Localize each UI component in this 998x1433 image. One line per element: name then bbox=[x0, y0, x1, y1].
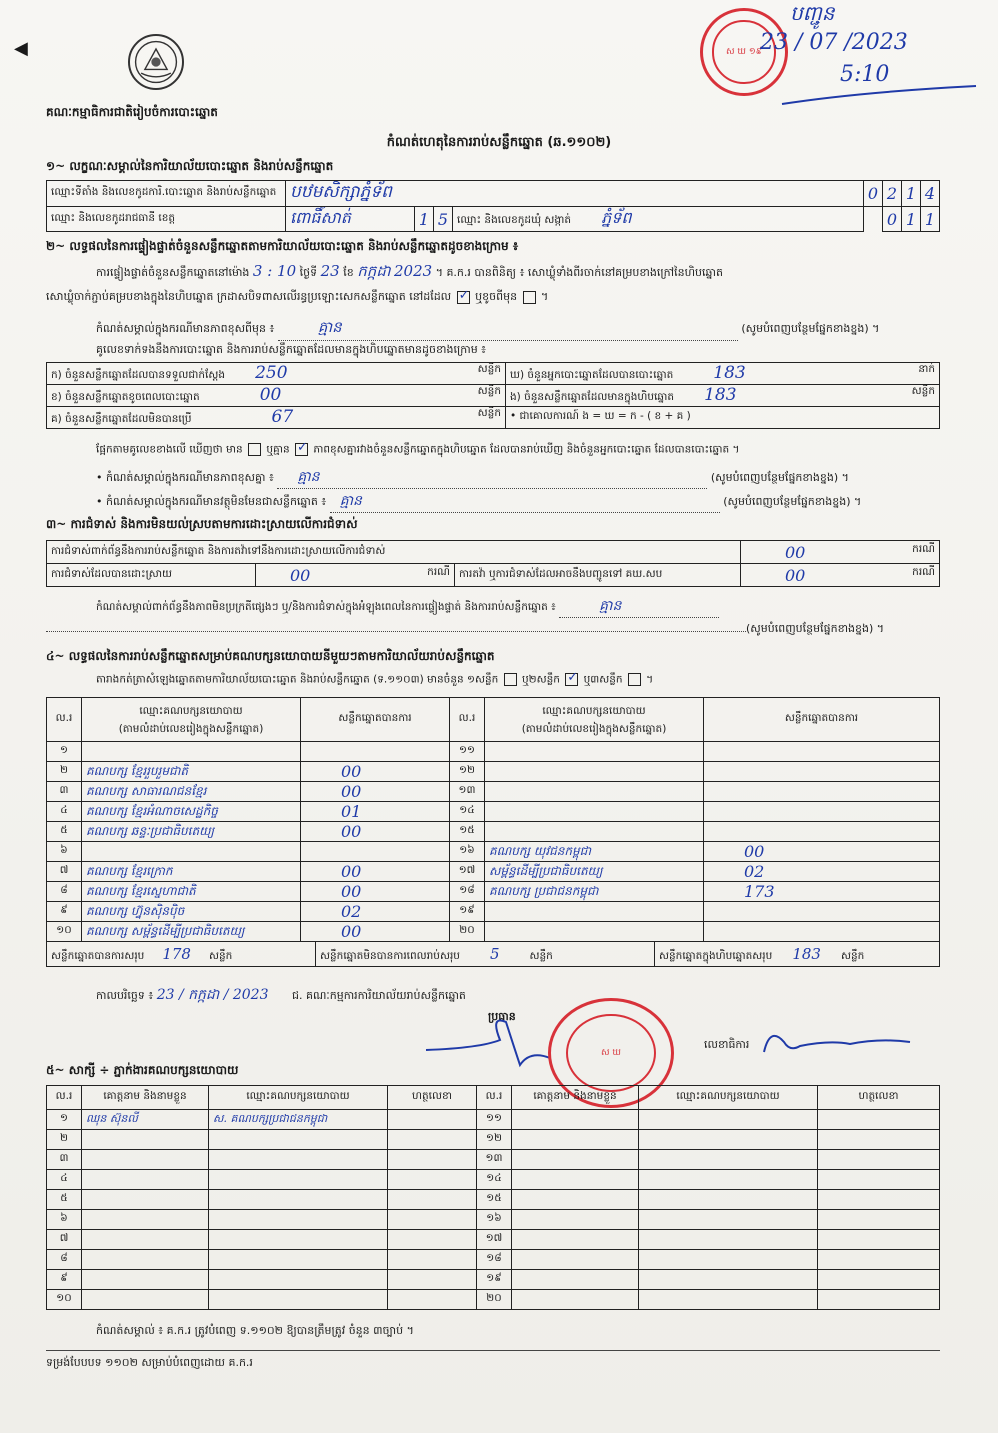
vote-count: 02 bbox=[704, 862, 940, 882]
one-sheet-checkbox[interactable] bbox=[504, 673, 517, 686]
row-number: ១៦ bbox=[450, 842, 485, 862]
party-name bbox=[82, 742, 301, 762]
row-number: ៩ bbox=[47, 1270, 82, 1290]
witness-party bbox=[209, 1270, 388, 1290]
corner-mark: ◀ bbox=[14, 38, 28, 59]
row-number: ៧ bbox=[47, 862, 82, 882]
table-row bbox=[47, 1110, 940, 1130]
vote-count bbox=[301, 742, 450, 762]
party-results-table: ល.រ ឈ្មោះគណបក្សនយោបាយ (តាមលំដាប់លេខរៀងក្នុងសន្លឹកឆ្នោត) សន្លឹកឆ្នោតបានការ ល.រ ឈ្មោះគណបក្សនយោបាយ (តាមលំដាប់លេខរៀងក្នុងសន្លឹកឆ្នោត) សន្លឹកឆ្នោតបានការ ១ ១១ ២ គណបក្ស ខ្មែររួបរួមជាតិ 00 ១២ ៣ គណបក្ស សាធារណជនខ្មែរ 00 ១៣ ៤ គណបក្ស ខ្មែរអំណាចសេដ្ឋកិច្ច 01 ១៤ ៥ គណបក្ស ឆន្ទៈប្រជាធិបតេយ្យ 00 ១៥ ៦ ១៦ គណបក្ស យុវជនកម្ពុជា 00 ៧ គណបក្ស ខ្មែរក្រោក 00 ១៧ សម្ព័ន្ធដើម្បីប្រជាធិបតេយ្យ 02 ៨ គណបក្ស ខ្មែរស្នេហាជាតិ 00 ១៨ គណបក្ស ប្រជាជនកម្ពុជា 173 ៩ គណបក្ស ហ្វ៊ុនស៊ិនប៉ិច 02 ១៩ ១០ គណបក្ស សម្ព័ន្ធដើម្បីប្រជាធិបតេយ្យ 00 ២០ សន្លឹកឆ្នោតបានការសរុប 178 សន្លឹក សន្លឹកឆ្នោតមិនបានការពេលរាប់សរុប 5 សន្លឹក សន្លឹកឆ្នោតក្នុងហិបឆ្នោតសរុប 183 សន្លឹក bbox=[46, 697, 940, 967]
witness-signature bbox=[818, 1130, 940, 1150]
witness-party bbox=[639, 1190, 818, 1210]
row-number: ១៤ bbox=[450, 802, 485, 822]
witness-signature bbox=[388, 1130, 477, 1150]
two-sheet-checkbox[interactable] bbox=[565, 673, 578, 686]
section1-table bbox=[46, 180, 940, 232]
party-name: គណបក្ស ហ្វ៊ុនស៊ិនប៉ិច bbox=[82, 902, 301, 922]
party-name bbox=[485, 922, 704, 942]
witness-name bbox=[512, 1230, 639, 1250]
witness-party bbox=[639, 1290, 818, 1310]
row-number: ១ bbox=[47, 742, 82, 762]
row-number: ៦ bbox=[47, 842, 82, 862]
vote-count bbox=[704, 902, 940, 922]
row-number: ២ bbox=[47, 1130, 82, 1150]
witness-name bbox=[512, 1130, 639, 1150]
table-row bbox=[47, 902, 940, 922]
vote-count: 00 bbox=[301, 762, 450, 782]
party-name: គណបក្ស យុវជនកម្ពុជា bbox=[485, 842, 704, 862]
irregularity-hint: (សូមបំពេញបន្ថែមផ្នែកខាងខ្នង) ។ bbox=[46, 622, 884, 638]
row-number: ១៤ bbox=[477, 1170, 512, 1190]
objection-label: ការជំទាស់ពាក់ព័ន្ធនឹងការរាប់សន្លឹកឆ្នោត និងការតវ៉ាទៅនឹងការដោះស្រាយលើការជំទាស់ bbox=[47, 541, 741, 564]
party-name: គណបក្ស ខ្មែរស្នេហាជាតិ bbox=[82, 882, 301, 902]
witness-signature bbox=[818, 1110, 940, 1130]
national-emblem-icon bbox=[128, 34, 184, 90]
table-row bbox=[47, 762, 940, 782]
witness-party bbox=[639, 1230, 818, 1250]
witness-party bbox=[639, 1210, 818, 1230]
figures-intro: គូលេខទាក់ទងនឹងការបោះឆ្នោត និងការរាប់សន្លឹកឆ្នោតដែលមានក្នុងហិបឆ្នោតមានដូចខាងក្រោម ៖ bbox=[96, 343, 487, 356]
witness-name bbox=[512, 1190, 639, 1210]
forwarded-label: ការតវ៉ា ឬការជំទាស់ដែលអាចនឹងបញ្ជូនទៅ គឃ.សប bbox=[455, 564, 741, 587]
witness-party bbox=[639, 1250, 818, 1270]
footer-divider bbox=[46, 1350, 940, 1351]
row-number: ៦ bbox=[47, 1210, 82, 1230]
witness-party bbox=[639, 1150, 818, 1170]
witness-name bbox=[512, 1150, 639, 1170]
row-number: ១៨ bbox=[477, 1250, 512, 1270]
witness-signature bbox=[388, 1270, 477, 1290]
vote-count: 02 bbox=[301, 902, 450, 922]
objection-value: 00 ករណី bbox=[741, 541, 940, 564]
section3-heading: ៣~ ការជំទាស់ និងការមិនយល់ស្របតាមការដោះស្រាយលើការជំទាស់ bbox=[46, 517, 358, 531]
party-name: គណបក្ស ខ្មែរក្រោក bbox=[82, 862, 301, 882]
official-stamp: ស ឃ ១៩ bbox=[700, 8, 788, 96]
row-number: ១៩ bbox=[450, 902, 485, 922]
irregularity-note: កំណត់សម្គាល់ពាក់ព័ន្ធនឹងភាពមិនប្រក្រតីផ្សេងៗ ឬ/និងការជំទាស់ក្នុងអំឡុងពេលនៃការផ្ទៀងផ្ទាត់ និងការរាប់សន្លឹកឆ្នោត ៖ គ្មាន bbox=[96, 596, 719, 618]
province-code-2: 5 bbox=[434, 207, 453, 232]
witness-name bbox=[82, 1170, 209, 1190]
received-row: ក) ចំនួនសន្លឹកឆ្នោតដែលបានទទួលជាក់ស្តែង 250 សន្លឹក bbox=[47, 363, 506, 385]
party-name: គណបក្ស ខ្មែររួបរួមជាតិ bbox=[82, 762, 301, 782]
form-name: ទម្រង់បែបបទ ១១០២ សម្រាប់បំពេញដោយ គ.ក.រ bbox=[46, 1356, 253, 1369]
row-number: ១៥ bbox=[477, 1190, 512, 1210]
province-label: ឈ្មោះ និងលេខកូដរាជធានី ខេត្ត bbox=[47, 207, 286, 232]
row-number: ១៩ bbox=[477, 1270, 512, 1290]
location-code-3: 1 bbox=[902, 181, 921, 207]
party-name bbox=[485, 782, 704, 802]
row-number: ១៣ bbox=[477, 1150, 512, 1170]
section4-heading: ៤~ លទ្ធផលនៃការរាប់សន្លឹកឆ្នោតសម្រាប់គណបក្សនយោបាយនីមួយៗតាមការិយាល័យរាប់សន្លឹកឆ្នោត bbox=[46, 649, 495, 663]
vote-count: 00 bbox=[301, 922, 450, 942]
witness-signature bbox=[388, 1250, 477, 1270]
witness-party bbox=[209, 1130, 388, 1150]
objections-table bbox=[46, 540, 940, 587]
table-row bbox=[47, 842, 940, 862]
commune-code-3: 1 bbox=[921, 207, 940, 232]
witness-signature bbox=[388, 1190, 477, 1210]
chair-signature bbox=[420, 1010, 560, 1070]
table-row bbox=[47, 1150, 940, 1170]
party-name: គណបក្ស សាធារណជនខ្មែរ bbox=[82, 782, 301, 802]
witness-signature bbox=[388, 1110, 477, 1130]
witness-signature bbox=[818, 1290, 940, 1310]
footer-note: កំណត់សម្គាល់ ៖ គ.ក.រ ត្រូវបំពេញ ទ.១១០២ ឱ្យបានត្រឹមត្រូវ ចំនួន ៣ច្បាប់ ។ bbox=[96, 1324, 414, 1337]
section5-heading: ៥~ សាក្សី ÷ ភ្នាក់ងារគណបក្សនយោបាយ bbox=[46, 1063, 239, 1077]
vote-count: 00 bbox=[301, 822, 450, 842]
witness-name bbox=[512, 1290, 639, 1310]
three-sheet-checkbox[interactable] bbox=[628, 673, 641, 686]
has-difference-checkbox[interactable] bbox=[248, 443, 261, 456]
table-row bbox=[47, 1190, 940, 1210]
table-row bbox=[47, 742, 940, 762]
witness-signature bbox=[818, 1190, 940, 1210]
col-party-header: ឈ្មោះគណបក្សនយោបាយ (តាមលំដាប់លេខរៀងក្នុងសន្លឹកឆ្នោត) bbox=[82, 698, 301, 742]
witness-signature bbox=[388, 1150, 477, 1170]
witness-name bbox=[512, 1250, 639, 1270]
commune-label: ឈ្មោះ និងលេខកូដឃុំ សង្កាត់ ភ្នំទ័ព bbox=[453, 207, 864, 232]
no-difference-checkbox[interactable] bbox=[295, 443, 308, 456]
location-code-2: 2 bbox=[883, 181, 902, 207]
row-number: ៩ bbox=[47, 902, 82, 922]
row-number: ២០ bbox=[450, 922, 485, 942]
party-name: គណបក្ស សម្ព័ន្ធដើម្បីប្រជាធិបតេយ្យ bbox=[82, 922, 301, 942]
witness-name bbox=[512, 1110, 639, 1130]
witness-name bbox=[82, 1250, 209, 1270]
witness-party bbox=[639, 1170, 818, 1190]
vote-count: 00 bbox=[704, 842, 940, 862]
row-number: ១៦ bbox=[477, 1210, 512, 1230]
province-code-1: 1 bbox=[415, 207, 434, 232]
committee-stamp: ស ឃ bbox=[548, 998, 674, 1108]
commune-code-1: 0 bbox=[883, 207, 902, 232]
row-number: ៤ bbox=[47, 1170, 82, 1190]
row-number: ៣ bbox=[47, 1150, 82, 1170]
location-code-4: 4 bbox=[921, 181, 940, 207]
annotation-stroke bbox=[780, 82, 980, 112]
table-row bbox=[47, 1170, 940, 1190]
witness-party bbox=[209, 1230, 388, 1250]
table-row bbox=[47, 862, 940, 882]
row-number: ២ bbox=[47, 762, 82, 782]
witness-party bbox=[209, 1210, 388, 1230]
witness-party bbox=[639, 1130, 818, 1150]
annotation-date: 23 / 07 /2023 bbox=[760, 30, 908, 55]
party-name bbox=[485, 802, 704, 822]
table-row bbox=[47, 1210, 940, 1230]
changed-checkbox[interactable] bbox=[523, 291, 536, 304]
witness-name: ឈុន ស៊ុនលី bbox=[82, 1110, 209, 1130]
witness-name bbox=[82, 1210, 209, 1230]
vote-count: 00 bbox=[301, 882, 450, 902]
chair-label: ប្រធាន bbox=[488, 1010, 516, 1023]
witness-name bbox=[82, 1270, 209, 1290]
party-name: គណបក្ស ខ្មែរអំណាចសេដ្ឋកិច្ច bbox=[82, 802, 301, 822]
formula-row: • ជាគោលការណ៍ ង = ឃ = ក - ( ខ + គ ) bbox=[506, 407, 940, 429]
vote-count bbox=[704, 822, 940, 842]
witness-signature bbox=[818, 1170, 940, 1190]
party-name bbox=[485, 902, 704, 922]
resolved-value: 00 ករណី bbox=[256, 564, 455, 587]
party-name: គណបក្ស ប្រជាជនកម្ពុជា bbox=[485, 882, 704, 902]
witness-name bbox=[512, 1170, 639, 1190]
figures-table bbox=[46, 362, 940, 429]
vote-count bbox=[704, 922, 940, 942]
row-number: ១៥ bbox=[450, 822, 485, 842]
witness-signature bbox=[818, 1150, 940, 1170]
table-row bbox=[47, 1270, 940, 1290]
table-row bbox=[47, 802, 940, 822]
organization-name: គណៈកម្មាធិការជាតិរៀបចំការបោះឆ្នោត bbox=[46, 105, 218, 119]
witness-name bbox=[512, 1270, 639, 1290]
table-row bbox=[47, 782, 940, 802]
row-number: ១៣ bbox=[450, 782, 485, 802]
diff-note: • កំណត់សម្គាល់ក្នុងករណីមានភាពខុសគ្នា ៖ គ្មាន (សូមបំពេញបន្ថែមផ្នែកខាងខ្នង) ។ bbox=[96, 467, 849, 489]
vote-count bbox=[704, 802, 940, 822]
witness-signature bbox=[388, 1210, 477, 1230]
witness-party bbox=[209, 1170, 388, 1190]
row-number: ១ bbox=[47, 1110, 82, 1130]
witness-name bbox=[82, 1290, 209, 1310]
witness-name bbox=[82, 1230, 209, 1250]
location-label: ឈ្មោះទីតាំង និងលេខកូដការិ.បោះឆ្នោត និងរាប់សន្លឹកឆ្នោត bbox=[47, 181, 286, 207]
annotation-line1: បញ្ជូន bbox=[790, 1, 835, 25]
table-row bbox=[47, 922, 940, 942]
witness-name bbox=[82, 1190, 209, 1210]
row-number: ៨ bbox=[47, 1250, 82, 1270]
tally-sheet-count: តារាងកត់ត្រាសំឡេងឆ្នោតតាមការិយាល័យបោះឆ្នោត និងរាប់សន្លឹកឆ្នោត (ទ.១១០៣) មានចំនួន ១សន្លឹក ឬ២សន្លឹក ✓ ឬ៣សន្លឹក ។ bbox=[96, 673, 653, 689]
row-number: ៤ bbox=[47, 802, 82, 822]
witness-signature bbox=[388, 1230, 477, 1250]
table-row bbox=[47, 882, 940, 902]
witness-party bbox=[639, 1270, 818, 1290]
verification-line2: សោឃ្លុំចាក់ភ្ជាប់គម្របខាងក្នុងនៃហិបឆ្នោត ក្រដាសបិទពាសលើរន្ធប្រឡោះសេកសន្លឹកឆ្នោត នៅដដែល ✓ ឬខូចពីមុន ។ bbox=[46, 290, 548, 306]
unused-row: គ) ចំនួនសន្លឹកឆ្នោតដែលមិនបានប្រើ 67 សន្លឹក bbox=[47, 407, 506, 429]
witness-name bbox=[512, 1210, 639, 1230]
comparison-line: ផ្អែកតាមគូលេខខាងលើ ឃើញថា មាន ឬគ្មាន ✓ ភាពខុសគ្នារវាងចំនួនសន្លឹកឆ្នោតក្នុងហិបឆ្នោត ដែលបានរាប់ឃើញ និងចំនួនអ្នកបោះឆ្នោត ដែលបានបោះឆ្នោត ។ bbox=[96, 443, 739, 459]
row-number: ១៧ bbox=[450, 862, 485, 882]
forwarded-value: 00 ករណី bbox=[741, 564, 940, 587]
vote-count bbox=[704, 742, 940, 762]
party-name: គណបក្ស ឆន្ទៈប្រជាធិបតេយ្យ bbox=[82, 822, 301, 842]
location-value: បឋមសិក្សាភ្នំទ័ព bbox=[286, 181, 864, 207]
row-number: ៣ bbox=[47, 782, 82, 802]
party-name bbox=[485, 742, 704, 762]
row-number: ១១ bbox=[450, 742, 485, 762]
witness-party bbox=[209, 1190, 388, 1210]
witness-signature bbox=[818, 1210, 940, 1230]
vote-count: 00 bbox=[301, 862, 450, 882]
witness-party bbox=[209, 1250, 388, 1270]
province-value: ពោធិ៍សាត់ bbox=[286, 207, 415, 232]
witness-table: ល.រ គោត្តនាម និងនាមខ្លួន ឈ្មោះគណបក្សនយោបាយ ហត្ថលេខា ល.រ គោត្តនាម និងនាមខ្លួន ឈ្មោះគណបក្សនយោបាយ ហត្ថលេខា ១ ឈុន ស៊ុនលី ស. គណបក្សប្រជាជនកម្ពុជា ១១ ២ ១២ ៣ ១៣ ៤ ១៤ ៥ ១៥ ៦ ១៦ ៧ ១៧ ៨ ១៨ ៩ ១៩ ១០ ២០ bbox=[46, 1085, 940, 1310]
signing-date: កាលបរិច្ឆេទ ៖ 23 / កក្កដា / 2023 ជ. គណៈកម្មការការិយាល័យរាប់សន្លឹកឆ្នោត bbox=[96, 987, 466, 1003]
vote-count: 173 bbox=[704, 882, 940, 902]
row-number: ៥ bbox=[47, 822, 82, 842]
table-row bbox=[47, 1250, 940, 1270]
row-number: ១៧ bbox=[477, 1230, 512, 1250]
vote-count: 00 bbox=[301, 782, 450, 802]
form-title: កំណត់ហេតុនៃការរាប់សន្លឹកឆ្នោត (ឆ.១១០២) bbox=[386, 135, 612, 150]
row-number: ២០ bbox=[477, 1290, 512, 1310]
row-number: ១២ bbox=[450, 762, 485, 782]
witness-name bbox=[82, 1150, 209, 1170]
unchanged-checkbox[interactable] bbox=[457, 291, 470, 304]
party-name: សម្ព័ន្ធដើម្បីប្រជាធិបតេយ្យ bbox=[485, 862, 704, 882]
difference-note: កំណត់សម្គាល់ក្នុងករណីមានភាពខុសពីមុន ៖ គ្មាន (សូមបំពេញបន្ថែមផ្នែកខាងខ្នង) ។ bbox=[96, 318, 879, 341]
witness-signature bbox=[818, 1270, 940, 1290]
vote-count bbox=[704, 762, 940, 782]
row-number: ១២ bbox=[477, 1130, 512, 1150]
party-name bbox=[82, 842, 301, 862]
witness-party bbox=[209, 1150, 388, 1170]
row-number: ១៨ bbox=[450, 882, 485, 902]
party-name bbox=[485, 762, 704, 782]
vote-count bbox=[301, 842, 450, 862]
table-row bbox=[47, 822, 940, 842]
witness-party bbox=[639, 1110, 818, 1130]
invalid-note: • កំណត់សម្គាល់ក្នុងករណីមានវត្ថុមិនមែនជាសន្លឹកឆ្នោត ៖ គ្មាន (សូមបំពេញបន្ថែមផ្នែកខាងខ្នង) ។ bbox=[96, 491, 861, 513]
witness-name bbox=[82, 1130, 209, 1150]
section1-heading: ១~ លក្ខណៈសម្គាល់នៃការិយាល័យបោះឆ្នោត និងរាប់សន្លឹកឆ្នោត bbox=[46, 159, 334, 173]
witness-party bbox=[209, 1290, 388, 1310]
secretary-label: លេខាធិការ bbox=[704, 1038, 750, 1051]
row-number: ៥ bbox=[47, 1190, 82, 1210]
row-number: ១០ bbox=[47, 1290, 82, 1310]
witness-signature bbox=[388, 1290, 477, 1310]
witness-signature bbox=[818, 1250, 940, 1270]
location-code-1: 0 bbox=[864, 181, 883, 207]
ballots-in-box-row: ង) ចំនួនសន្លឹកឆ្នោតដែលមានក្នុងហិបឆ្នោត 183 សន្លឹក bbox=[506, 385, 940, 407]
table-row bbox=[47, 1230, 940, 1250]
row-number: ១១ bbox=[477, 1110, 512, 1130]
table-row bbox=[47, 1290, 940, 1310]
witness-signature bbox=[818, 1230, 940, 1250]
party-name bbox=[485, 822, 704, 842]
annotation-time: 5:10 bbox=[840, 62, 890, 87]
row-number: ៨ bbox=[47, 882, 82, 902]
resolved-label: ការជំទាស់ដែលបានដោះស្រាយ bbox=[47, 564, 256, 587]
section2-heading: ២~ លទ្ធផលនៃការផ្ទៀងផ្ទាត់ចំនួនសន្លឹកឆ្នោតតាមការិយាល័យបោះឆ្នោត និងរាប់សន្លឹកឆ្នោតដូចខាងក្រោម ៖ bbox=[46, 239, 519, 253]
secretary-signature bbox=[760, 1022, 920, 1062]
row-number: ១០ bbox=[47, 922, 82, 942]
commune-code-2: 1 bbox=[902, 207, 921, 232]
voters-row: ឃ) ចំនួនអ្នកបោះឆ្នោតដែលបានបោះឆ្នោត 183 នាក់ bbox=[506, 363, 940, 385]
vote-count: 01 bbox=[301, 802, 450, 822]
witness-party: ស. គណបក្សប្រជាជនកម្ពុជា bbox=[209, 1110, 388, 1130]
witness-signature bbox=[388, 1170, 477, 1190]
vote-count bbox=[704, 782, 940, 802]
spoiled-row: ខ) ចំនួនសន្លឹកឆ្នោតខូចពេលបោះឆ្នោត 00 សន្លឹក bbox=[47, 385, 506, 407]
verification-line1: ការផ្ទៀងផ្ទាត់ចំនួនសន្លឹកឆ្នោតនៅម៉ោង 3 : 10 ថ្ងៃទី 23 ខែ កក្កដា 2023 ។ គ.ក.រ បានពិនិត្យ ៖ សោឃ្លុំទាំងពីរចាក់នៅគម្របខាងក្រៅនៃហិបឆ្នោត bbox=[96, 262, 723, 280]
totals-row: សន្លឹកឆ្នោតបានការសរុប 178 សន្លឹក សន្លឹកឆ្នោតមិនបានការពេលរាប់សរុប 5 សន្លឹក សន្លឹកឆ្នោតក្នុងហិបឆ្នោតសរុប 183 សន្លឹក bbox=[47, 942, 940, 967]
table-row bbox=[47, 1130, 940, 1150]
row-number: ៧ bbox=[47, 1230, 82, 1250]
